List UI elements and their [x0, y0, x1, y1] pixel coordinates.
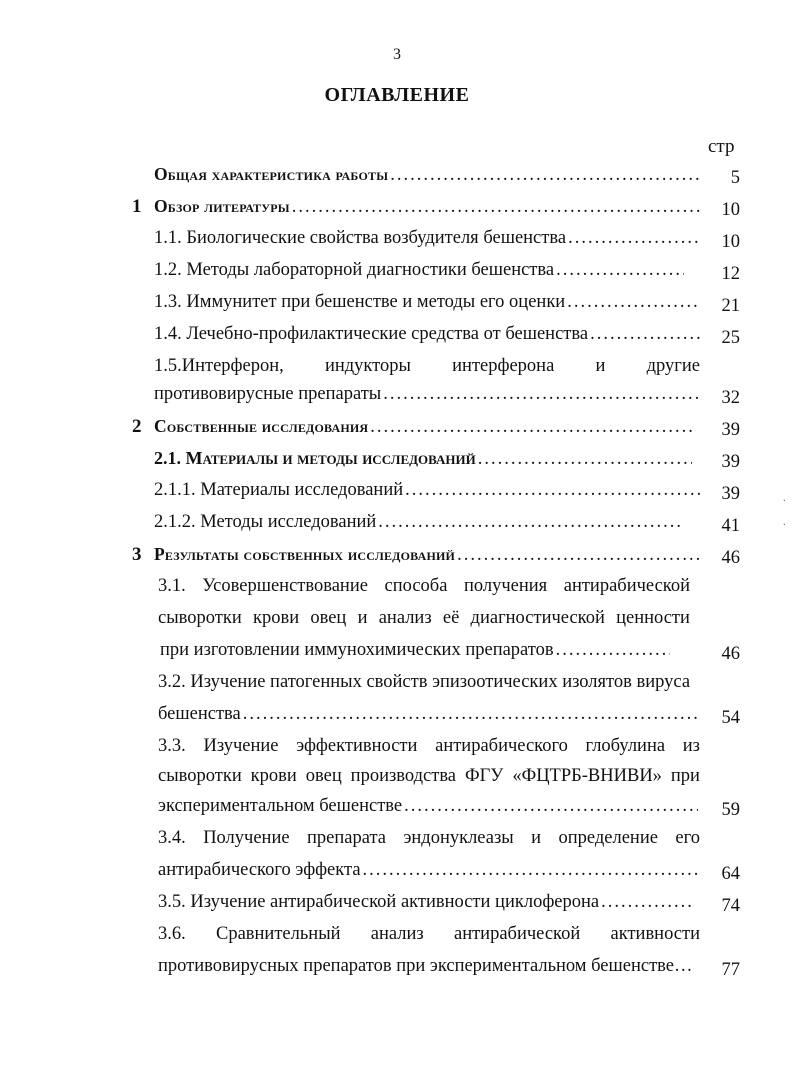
toc-entry-title: 2.1.2. Методы исследований — [154, 512, 377, 532]
page-title: ОГЛАВЛЕНИЕ — [324, 84, 470, 106]
toc-entry-title: Обзор литературы — [154, 196, 290, 216]
toc-page-number: 12 — [721, 264, 740, 284]
toc-entry — [154, 228, 702, 258]
toc-entry — [154, 164, 702, 194]
toc-page-number: 32 — [721, 388, 740, 408]
toc-entry-title: Результаты собственных исследований — [154, 544, 456, 564]
toc-entry-line: 3.4. Получение препарата эндонуклеазы и определение его — [158, 828, 700, 848]
chapter-number: 1 — [132, 196, 142, 217]
leader-dots — [404, 796, 698, 817]
toc-entry-title: при изготовлении иммунохимических препаратов — [160, 640, 554, 660]
leader-dots — [567, 292, 700, 313]
toc-page-number: 39 — [721, 452, 740, 472]
leader-dots — [383, 384, 700, 405]
toc-page-number: 41 — [721, 516, 740, 536]
toc-entry — [158, 796, 700, 826]
toc-entry — [154, 480, 702, 510]
toc-entry-line: 1.5.Интерферон, индукторы интерферона и другие — [154, 356, 700, 376]
toc-entry — [158, 892, 696, 922]
page-column-header: стр — [708, 136, 735, 157]
toc-entry — [132, 544, 702, 574]
toc-page-number: 39 — [721, 420, 740, 440]
toc-entry-title: экспериментальном бешенстве — [158, 796, 403, 816]
toc-entry — [160, 640, 672, 670]
leader-dots — [556, 640, 670, 661]
leader-dots — [457, 545, 700, 566]
leader-dots — [243, 704, 698, 725]
toc-entry — [154, 324, 702, 354]
toc-entry-title: Общая характеристика работы — [154, 164, 389, 184]
toc-entry — [132, 196, 702, 226]
toc-entry — [158, 704, 700, 734]
toc-entry-title: Собственные исследования — [154, 416, 369, 436]
leader-dots — [478, 449, 692, 470]
toc-entry-title: 1.3. Иммунитет при бешенстве и методы его оценки — [154, 292, 566, 312]
toc-entry — [154, 384, 702, 414]
toc-entry — [154, 260, 686, 290]
toc-page-number: 25 — [721, 328, 740, 348]
leader-dots — [390, 165, 700, 186]
toc-entry-title: 3.5. Изучение антирабической активности циклоферона — [158, 892, 600, 912]
toc-entry-title: противовирусные препараты — [154, 384, 382, 404]
toc-entry — [132, 416, 694, 446]
toc-entry — [158, 860, 700, 890]
toc-page-number: 59 — [721, 800, 740, 820]
toc-entry — [154, 292, 702, 322]
leader-dots — [292, 197, 700, 218]
toc-entry-title: 1.4. Лечебно-профилактические средства от бешенства — [154, 324, 589, 344]
toc-page-number: 5 — [730, 168, 740, 188]
toc-entry-title: бешенства — [158, 704, 241, 724]
leader-dots — [405, 480, 700, 501]
toc-page-number: 10 — [721, 232, 740, 252]
leader-dots — [370, 417, 692, 438]
chapter-number: 2 — [132, 416, 142, 437]
leader-dots — [363, 860, 698, 881]
toc-entry-line: 3.3. Изучение эффективности антирабического глобулина из — [158, 736, 700, 756]
toc-page-number: 46 — [721, 644, 740, 664]
toc-page-number: 64 — [721, 864, 740, 884]
toc-page-number: 46 — [721, 548, 740, 568]
page-number: 3 — [393, 46, 401, 63]
toc-page-number: 54 — [721, 708, 740, 728]
toc-entry — [154, 448, 694, 478]
toc-page-number: 10 — [721, 200, 740, 220]
toc-page-number: 39 — [721, 484, 740, 504]
toc-entry-line: противовирусных препаратов при экспериментальном бешенстве… — [158, 956, 693, 976]
toc-entry-title: 1.2. Методы лабораторной диагностики бешенства — [154, 260, 555, 280]
toc-page-number: 74 — [721, 896, 740, 916]
toc-entry-title: 2.1. Материалы и методы исследований — [154, 448, 476, 468]
leader-dots — [590, 324, 700, 345]
toc-page-number: 77 — [721, 960, 740, 980]
toc-entry-title: антирабического эффекта — [158, 860, 361, 880]
toc-entry — [154, 512, 684, 542]
leader-dots — [556, 260, 684, 281]
leader-dots — [568, 228, 700, 249]
toc-entry-title: 1.1. Биологические свойства возбудителя бешенства — [154, 228, 567, 248]
toc-entry-line: сыворотки крови овец и анализ её диагностической ценности — [158, 608, 690, 628]
leader-dots — [378, 512, 682, 533]
scan-artifact: · — [782, 520, 786, 531]
toc-entry-line: 3.2. Изучение патогенных свойств эпизоотических изолятов вируса — [158, 672, 691, 692]
leader-dots — [601, 892, 694, 913]
toc-entry-line: 3.1. Усовершенствование способа получения антирабической — [158, 576, 690, 596]
toc-entry-title: 2.1.1. Материалы исследований — [154, 480, 404, 500]
chapter-number: 3 — [132, 544, 142, 565]
toc-entry-line: 3.6. Сравнительный анализ антирабической активности — [158, 924, 700, 944]
toc-entry-line: сыворотки крови овец производства ФГУ «ФЦТРБ-ВНИВИ» при — [158, 766, 700, 786]
scan-artifact: · — [782, 496, 786, 507]
toc-page-number: 21 — [721, 296, 740, 316]
